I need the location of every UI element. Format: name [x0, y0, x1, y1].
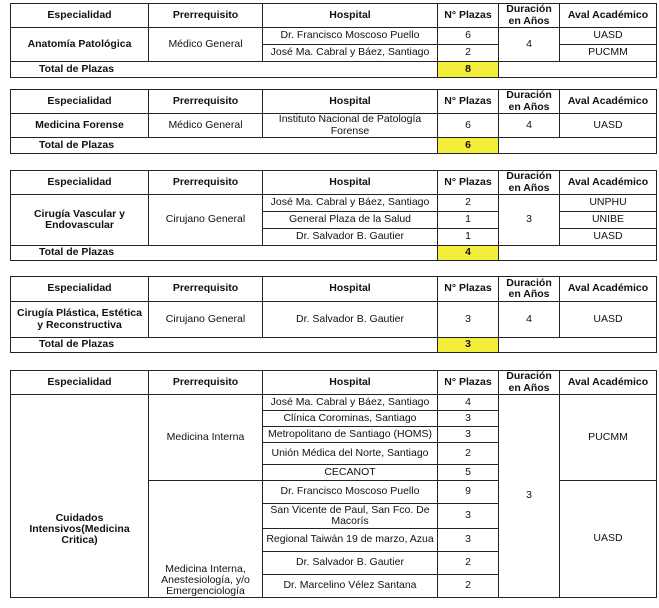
plazas-cell: 3: [438, 504, 499, 529]
hospital-cell: José Ma. Cabral y Báez, Santiago: [263, 195, 438, 212]
header-aval: Aval Académico: [560, 171, 657, 195]
plazas-cell: 2: [438, 195, 499, 212]
aval-cell: UNIBE: [560, 212, 657, 229]
hospital-cell: Dr. Salvador B. Gautier: [263, 302, 438, 338]
aval-cell: PUCMM: [560, 45, 657, 62]
hospital-cell: Dr. Francisco Moscoso Puello: [263, 481, 438, 504]
duracion-cell: 4: [499, 28, 560, 62]
header-plazas: N° Plazas: [438, 171, 499, 195]
hospital-cell: CECANOT: [263, 465, 438, 481]
prerrequisito-cell: Médico General: [149, 114, 263, 138]
plazas-cell: 6: [438, 114, 499, 138]
header-duracion: Duración en Años: [499, 4, 560, 28]
header-hospital: Hospital: [263, 90, 438, 114]
total-value: 6: [438, 138, 499, 154]
total-label: Total de Plazas: [11, 338, 438, 353]
prerrequisito-cell: Cirujano General: [149, 195, 263, 246]
total-value: 8: [438, 62, 499, 78]
hospital-cell: Dr. Salvador B. Gautier: [263, 552, 438, 575]
header-duracion: Duración en Años: [499, 277, 560, 302]
plazas-cell: 1: [438, 212, 499, 229]
header-plazas: N° Plazas: [438, 371, 499, 395]
hospital-cell: Dr. Francisco Moscoso Puello: [263, 28, 438, 45]
plazas-cell: 3: [438, 302, 499, 338]
header-aval: Aval Académico: [560, 90, 657, 114]
header-prerrequisito: Prerrequisito: [149, 171, 263, 195]
especialidad-cell: Cirugía Vascular y Endovascular: [11, 195, 149, 246]
header-plazas: N° Plazas: [438, 90, 499, 114]
plazas-cell: 2: [438, 575, 499, 598]
plazas-cell: 3: [438, 427, 499, 443]
plazas-cell: 3: [438, 411, 499, 427]
table-cirugia-plastica: [10, 276, 657, 353]
header-hospital: Hospital: [263, 171, 438, 195]
hospital-cell: José Ma. Cabral y Báez, Santiago: [263, 45, 438, 62]
prerrequisito-cell: Cirujano General: [149, 302, 263, 338]
header-prerrequisito: Prerrequisito: [149, 4, 263, 28]
table-cuidados-intensivos: [10, 370, 657, 598]
aval-cell: UASD: [560, 28, 657, 45]
header-especialidad: Especialidad: [11, 90, 149, 114]
plazas-cell: 2: [438, 443, 499, 465]
plazas-cell: 4: [438, 395, 499, 411]
header-plazas: N° Plazas: [438, 4, 499, 28]
plazas-cell: 3: [438, 529, 499, 552]
total-label: Total de Plazas: [11, 246, 438, 261]
plazas-cell: 2: [438, 552, 499, 575]
total-label: Total de Plazas: [11, 62, 438, 78]
header-prerrequisito: Prerrequisito: [149, 277, 263, 302]
total-value: 3: [438, 338, 499, 353]
header-aval: Aval Académico: [560, 4, 657, 28]
header-hospital: Hospital: [263, 4, 438, 28]
plazas-cell: 9: [438, 481, 499, 504]
hospital-cell: Regional Taiwán 19 de marzo, Azua: [263, 529, 438, 552]
hospital-cell: San Vicente de Paul, San Fco. De Macorís: [263, 504, 438, 529]
especialidad-cell: Medicina Forense: [11, 114, 149, 138]
plazas-cell: 2: [438, 45, 499, 62]
header-plazas: N° Plazas: [438, 277, 499, 302]
aval-cell: UASD: [560, 114, 657, 138]
hospital-cell: Clínica Corominas, Santiago: [263, 411, 438, 427]
header-especialidad: Especialidad: [11, 371, 149, 395]
table-medicina-forense: [10, 89, 657, 154]
especialidad-cell: Cirugía Plástica, Estética y Reconstructiva: [11, 302, 149, 338]
duracion-cell: 3: [499, 395, 560, 598]
header-aval: Aval Académico: [560, 371, 657, 395]
hospital-cell: Unión Médica del Norte, Santiago: [263, 443, 438, 465]
header-especialidad: Especialidad: [11, 4, 149, 28]
plazas-cell: 5: [438, 465, 499, 481]
plazas-cell: 1: [438, 229, 499, 246]
hospital-cell: Dr. Marcelino Vélez Santana: [263, 575, 438, 598]
total-value: 4: [438, 246, 499, 261]
header-aval: Aval Académico: [560, 277, 657, 302]
table-anatomia-patologica: [10, 3, 657, 78]
prerrequisito-cell: Medicina Interna, Anestesiología, y/o Emergenciología: [149, 481, 263, 598]
header-duracion: Duración en Años: [499, 171, 560, 195]
especialidad-cell: Anatomía Patológica: [11, 28, 149, 62]
total-label: Total de Plazas: [11, 138, 438, 154]
aval-cell: UASD: [560, 229, 657, 246]
hospital-cell: Instituto Nacional de Patología Forense: [263, 114, 438, 138]
header-especialidad: Especialidad: [11, 277, 149, 302]
duracion-cell: 3: [499, 195, 560, 246]
header-especialidad: Especialidad: [11, 171, 149, 195]
plazas-cell: 6: [438, 28, 499, 45]
duracion-cell: 4: [499, 114, 560, 138]
aval-cell: UNPHU: [560, 195, 657, 212]
total-empty: [499, 246, 657, 261]
hospital-cell: José Ma. Cabral y Báez, Santiago: [263, 395, 438, 411]
total-empty: [499, 62, 657, 78]
aval-cell: UASD: [560, 302, 657, 338]
header-prerrequisito: Prerrequisito: [149, 371, 263, 395]
especialidad-cell: Cuidados Intensivos(Medicina Critica): [11, 395, 149, 598]
header-duracion: Duración en Años: [499, 90, 560, 114]
hospital-cell: General Plaza de la Salud: [263, 212, 438, 229]
hospital-cell: Metropolitano de Santiago (HOMS): [263, 427, 438, 443]
total-empty: [499, 338, 657, 353]
hospital-cell: Dr. Salvador B. Gautier: [263, 229, 438, 246]
prerrequisito-cell: Médico General: [149, 28, 263, 62]
header-hospital: Hospital: [263, 277, 438, 302]
aval-cell: PUCMM: [560, 395, 657, 481]
duracion-cell: 4: [499, 302, 560, 338]
prerrequisito-cell: Medicina Interna: [149, 395, 263, 481]
table-cirugia-vascular: [10, 170, 657, 261]
aval-cell: UASD: [560, 481, 657, 598]
header-prerrequisito: Prerrequisito: [149, 90, 263, 114]
header-hospital: Hospital: [263, 371, 438, 395]
total-empty: [499, 138, 657, 154]
header-duracion: Duración en Años: [499, 371, 560, 395]
